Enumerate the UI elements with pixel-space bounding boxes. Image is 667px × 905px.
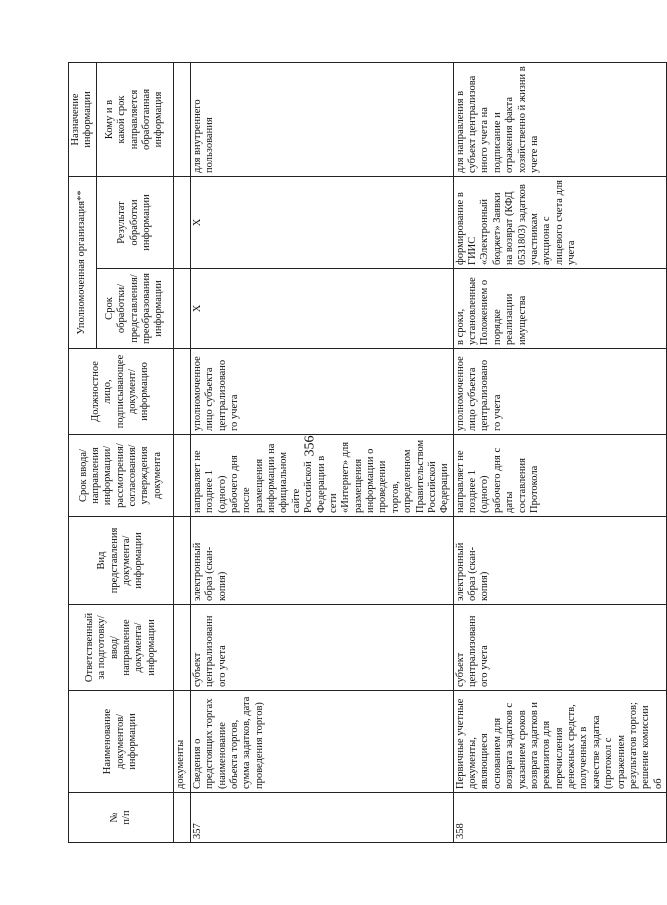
header-official: Должностное лицо, подписывающее документ/ информацию: [69, 349, 174, 435]
header-processing-result: Результат обработки информации: [96, 177, 173, 269]
row-official: уполномоченное лицо субъекта централизовано го учета: [453, 349, 666, 435]
row-form: электронный образ (скан-копия): [453, 517, 666, 605]
header-num: № п/п: [69, 793, 174, 843]
header-form: Вид представления документа/ информации: [69, 517, 174, 605]
row-name: Сведения о предстоящих торгах (наименование объекта торгов, сумма задатков, дата проведения торгов): [190, 691, 453, 793]
header-purpose: Назначение информации: [69, 63, 97, 177]
page-number: 356: [302, 435, 318, 457]
row-deadline: направляет не позднее 1 (одного) рабочего дня с даты составления Протокола: [453, 435, 666, 517]
section-cell: [173, 177, 190, 269]
header-responsible: Ответственный за подготовку/ ввод/ направление документа/ информации: [69, 605, 174, 691]
section-cell: [173, 349, 190, 435]
header-deadline: Срок ввода/ направления информации/ рассмотрения/ согласования/ утверждения документа: [69, 435, 174, 517]
row-deadline: направляет не позднее 1 (одного) рабочего дня после размещения информации на официальном сайте Российской Федерации в сети «Интернет» для размещения информации о проведении торгов, определенном Правительством Российской Федерации: [190, 435, 453, 517]
section-cell: [173, 63, 190, 177]
row-name: Первичные учетные документы, являющиеся основанием для возврата задатков с указанием сроков возврата задатков и реквизитов для перечисления денежных средств, полученных в качестве задатка (протокол с отражением результатов торгов; решение комиссии об: [453, 691, 666, 793]
section-cell: [173, 435, 190, 517]
section-row: [173, 63, 190, 843]
row-processing-term: в сроки, установленные Положением о порядке реализации имущества: [453, 269, 666, 349]
row-responsible: субъект централизованн ого учета: [453, 605, 666, 691]
section-cell: [173, 517, 190, 605]
header-row-1: [69, 63, 97, 843]
document-table: [68, 62, 667, 843]
header-processing-term: Срок обработки/ представления/ преобразования информации: [96, 269, 173, 349]
row-processing-result: формирование в ГИИС «Электронный бюджет» Заявки на возврат (КФД 0531803) задатков участникам аукциона с лицевого счета для учета: [453, 177, 666, 269]
row-num: 358: [453, 793, 666, 843]
row-official: уполномоченное лицо субъекта централизовано го учета: [190, 349, 453, 435]
section-num: [173, 793, 190, 843]
row-processing-term: Х: [190, 269, 453, 349]
table-row: [453, 63, 666, 843]
row-form: электронный образ (скан-копия): [190, 517, 453, 605]
section-cell: [173, 605, 190, 691]
table-row: [190, 63, 453, 843]
row-purpose: для направления в субъект централизова нного учета на подписание и отражения факта хозяйственно й жизни в учете на: [453, 63, 666, 177]
header-name: Наименование документов/информации: [69, 691, 174, 793]
row-processing-result: Х: [190, 177, 453, 269]
rotated-table-wrapper: [68, 63, 664, 843]
section-cell: [173, 269, 190, 349]
row-purpose: для внутреннего пользования: [190, 63, 453, 177]
section-name: документы: [173, 691, 190, 793]
header-purpose-sub: Кому и в какой срок направляется обработанная информация: [96, 63, 173, 177]
row-responsible: субъект централизованн ого учета: [190, 605, 453, 691]
row-num: 357: [190, 793, 453, 843]
header-authorized-org: Уполномоченная организация**: [69, 177, 97, 349]
